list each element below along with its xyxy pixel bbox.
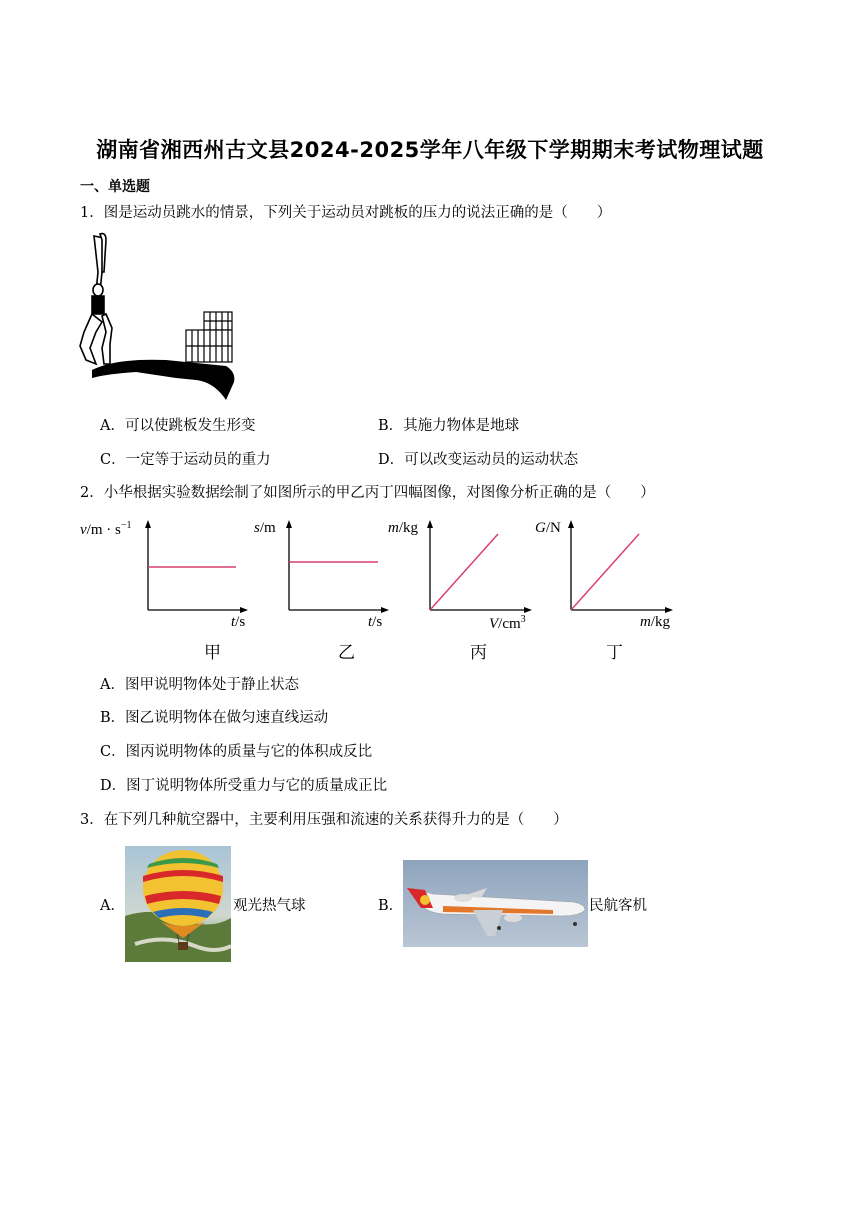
- graph-bing-line: [430, 534, 498, 610]
- graph-yi-y-label: s/m: [254, 520, 276, 536]
- graph-ding-line: [571, 534, 639, 610]
- q2-option-c[interactable]: C．图丙说明物体的质量与它的体积成反比: [100, 744, 373, 760]
- graph-yi-x-label: t/s: [368, 614, 383, 630]
- q3-option-a-letter[interactable]: A．: [100, 898, 125, 914]
- question-3-stem: 3．在下列几种航空器中，主要利用压强和流速的关系获得升力的是（ ）: [80, 812, 568, 828]
- q1-option-a[interactable]: A．可以使跳板发生形变: [100, 418, 256, 434]
- graph-ding: [563, 518, 675, 618]
- support-block: [186, 312, 232, 362]
- diver-illustration: [76, 232, 240, 406]
- graph-jia-y-label: $v/m \cdot s^{-1}$: [80, 520, 132, 538]
- graph-bing-caption: 丙: [470, 643, 487, 663]
- page-title: 湖南省湘西州古文县2024-2025学年八年级下学期期末考试物理试题: [96, 138, 764, 162]
- graph-jia-caption: 甲: [204, 643, 221, 663]
- q2-option-a[interactable]: A．图甲说明物体处于静止状态: [100, 677, 299, 693]
- graph-bing-y-label: m/kg: [388, 520, 419, 536]
- graph-bing: [422, 518, 534, 618]
- q3-option-b-letter[interactable]: B．: [378, 898, 404, 914]
- hot-air-balloon-image: [125, 846, 231, 962]
- q2-option-b[interactable]: B．图乙说明物体在做匀速直线运动: [100, 710, 329, 726]
- graph-yi-caption: 乙: [338, 643, 355, 663]
- q1-option-d[interactable]: D．可以改变运动员的运动状态: [378, 452, 579, 468]
- diver-figure: [80, 234, 112, 364]
- graph-jia: [140, 518, 250, 618]
- section-heading: 一、单选题: [80, 179, 150, 195]
- question-2-stem: 2．小华根据实验数据绘制了如图所示的甲乙丙丁四幅图像，对图像分析正确的是（ ）: [80, 485, 655, 501]
- q3-option-b-text[interactable]: 民航客机: [589, 898, 647, 914]
- q2-option-d[interactable]: D．图丁说明物体所受重力与它的质量成正比: [100, 778, 388, 794]
- airliner-image: [403, 860, 588, 947]
- graph-ding-x-label: m/kg: [640, 614, 671, 630]
- question-1-stem: 1．图是运动员跳水的情景，下列关于运动员对跳板的压力的说法正确的是（ ）: [80, 205, 612, 221]
- q1-option-b[interactable]: B．其施力物体是地球: [378, 418, 520, 434]
- q1-option-c[interactable]: C．一定等于运动员的重力: [100, 452, 271, 468]
- graph-ding-caption: 丁: [606, 643, 623, 663]
- graph-ding-y-label: G/N: [535, 520, 561, 536]
- graph-jia-x-label: t/s: [231, 614, 246, 630]
- q3-option-a-text[interactable]: 观光热气球: [233, 898, 306, 914]
- graph-bing-x-label: $V/cm^3$: [489, 614, 526, 632]
- diving-board: [92, 360, 234, 400]
- graph-yi: [281, 518, 391, 618]
- balloon-basket: [178, 942, 188, 950]
